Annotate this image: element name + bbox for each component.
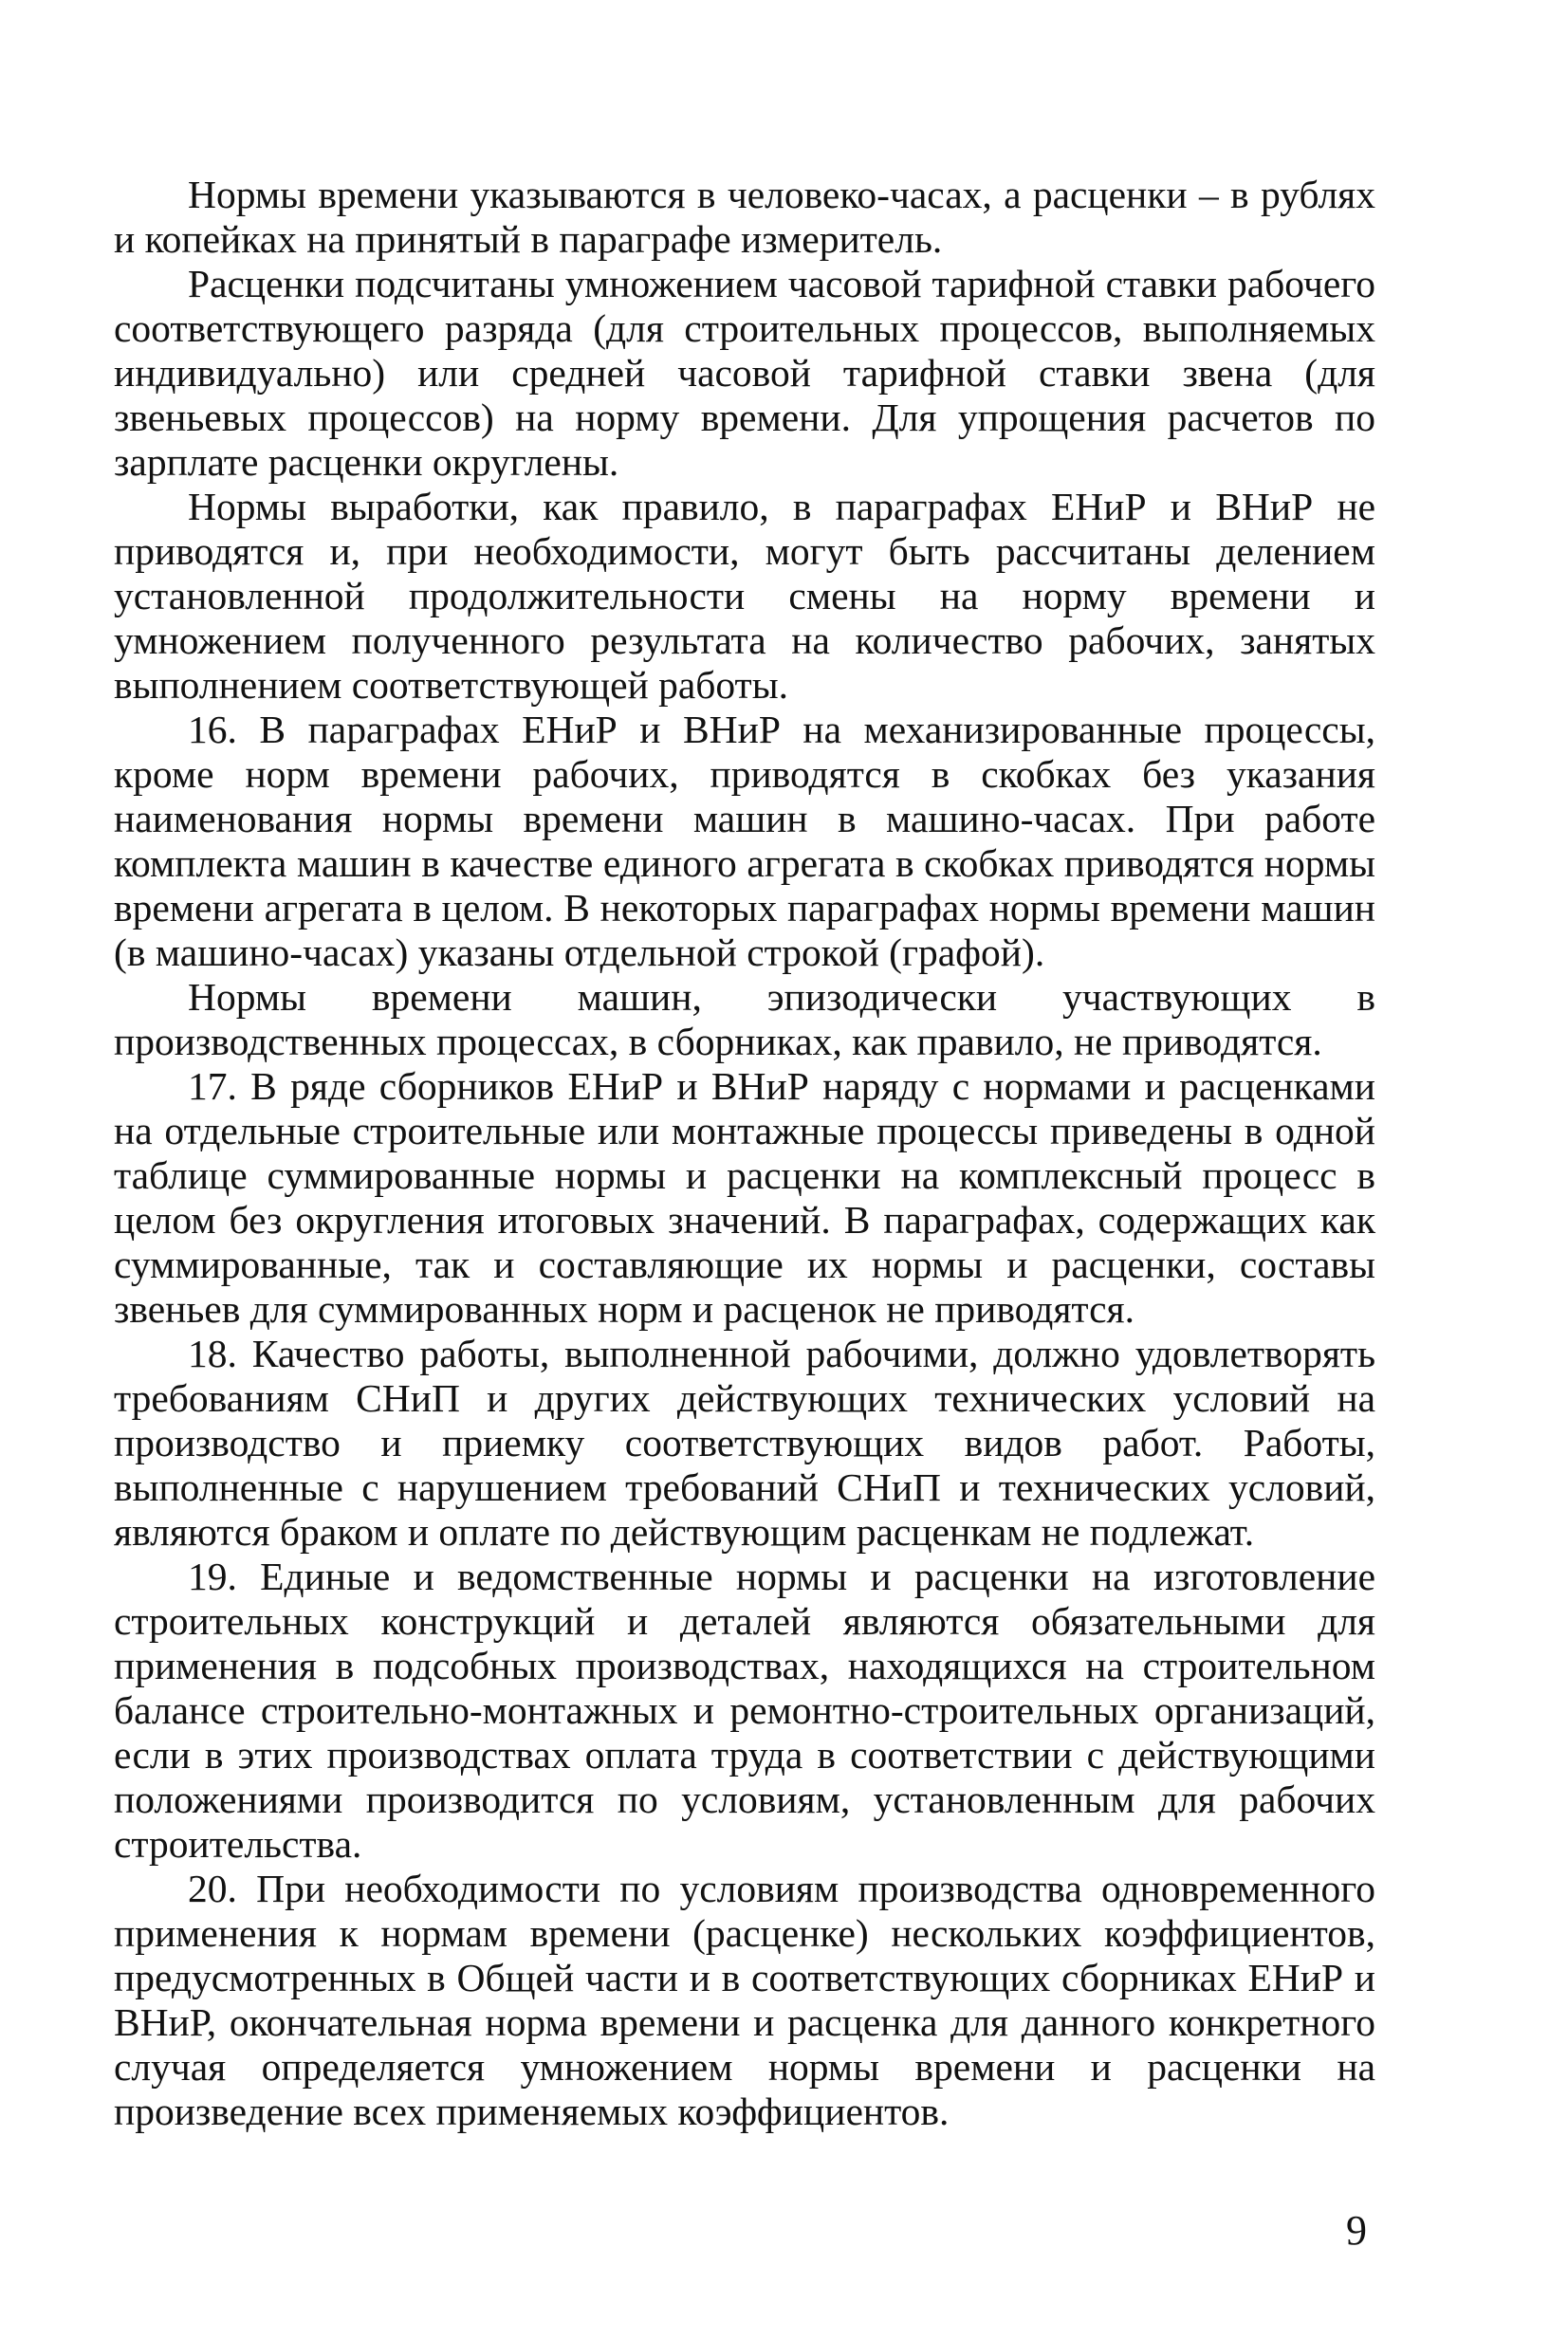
paragraph-item-20: 20. При необходимости по условиям производства одновременного применения к нормам времени (расценке) нескольких коэффициентов, предусмотренных в Общей части и в соответствующих сборниках ЕНиР и ВНиР, окончательная норма времени и расценка для данного конкретного случая определяется умножением нормы времени и расценки на произведение всех применяемых коэффициентов. — [114, 1867, 1375, 2133]
paragraph-item-19: 19. Единые и ведомственные нормы и расценки на изготовление строительных конструкций и деталей являются обязательными для применения в подсобных производствах, находящихся на строительном балансе строительно-монтажных и ремонтно-строительных организаций, если в этих производствах оплата труда в соответствии с действующими положениями производится по условиям, установленным для рабочих строительства. — [114, 1555, 1375, 1866]
paragraph-item-18: 18. Качество работы, выполненной рабочими, должно удовлетворять требованиям СНиП и других действующих технических условий на производство и приемку соответствующих видов работ. Работы, выполненные с нарушением требований СНиП и технических условий, являются браком и оплате по действующим расценкам не подлежат. — [114, 1332, 1375, 1554]
paragraph-item-17: 17. В ряде сборников ЕНиР и ВНиР наряду с нормами и расценками на отдельные строительные или монтажные процессы приведены в одной таблице суммированные нормы и расценки на комплексный процесс в целом без округления итоговых значений. В параграфах, содержащих как суммированные, так и составляющие их нормы и расценки, составы звеньев для суммированных норм и расценок не приводятся. — [114, 1064, 1375, 1331]
paragraph-rates-calculation: Расценки подсчитаны умножением часовой тарифной ставки рабочего соответствующего разряда (для строительных процессов, выполняемых индивидуально) или средней часовой тарифной ставки звена (для звеньевых процессов) на норму времени. Для упрощения расчетов по зарплате расценки округлены. — [114, 262, 1375, 484]
paragraph-time-norms-units: Нормы времени указываются в человеко-часах, а расценки – в рублях и копейках на принятый в параграфе измеритель. — [114, 173, 1375, 261]
paragraph-item-16: 16. В параграфах ЕНиР и ВНиР на механизированные процессы, кроме норм времени рабочих, приводятся в скобках без указания наименования нормы времени машин в машино-часах. При работе комплекта машин в качестве единого агрегата в скобках приводятся нормы времени агрегата в целом. В некоторых параграфах нормы времени машин (в машино-часах) указаны отдельной строкой (графой). — [114, 708, 1375, 974]
paragraph-machine-norms: Нормы времени машин, эпизодически участвующих в производственных процессах, в сборниках, как правило, не приводятся. — [114, 975, 1375, 1063]
paragraph-output-norms: Нормы выработки, как правило, в параграфах ЕНиР и ВНиР не приводятся и, при необходимости, могут быть рассчитаны делением установленной продолжительности смены на норму времени и умножением полученного результата на количество рабочих, занятых выполнением соответствующей работы. — [114, 485, 1375, 707]
document-body — [114, 173, 1375, 2134]
page-number: 9 — [1346, 2207, 1367, 2254]
